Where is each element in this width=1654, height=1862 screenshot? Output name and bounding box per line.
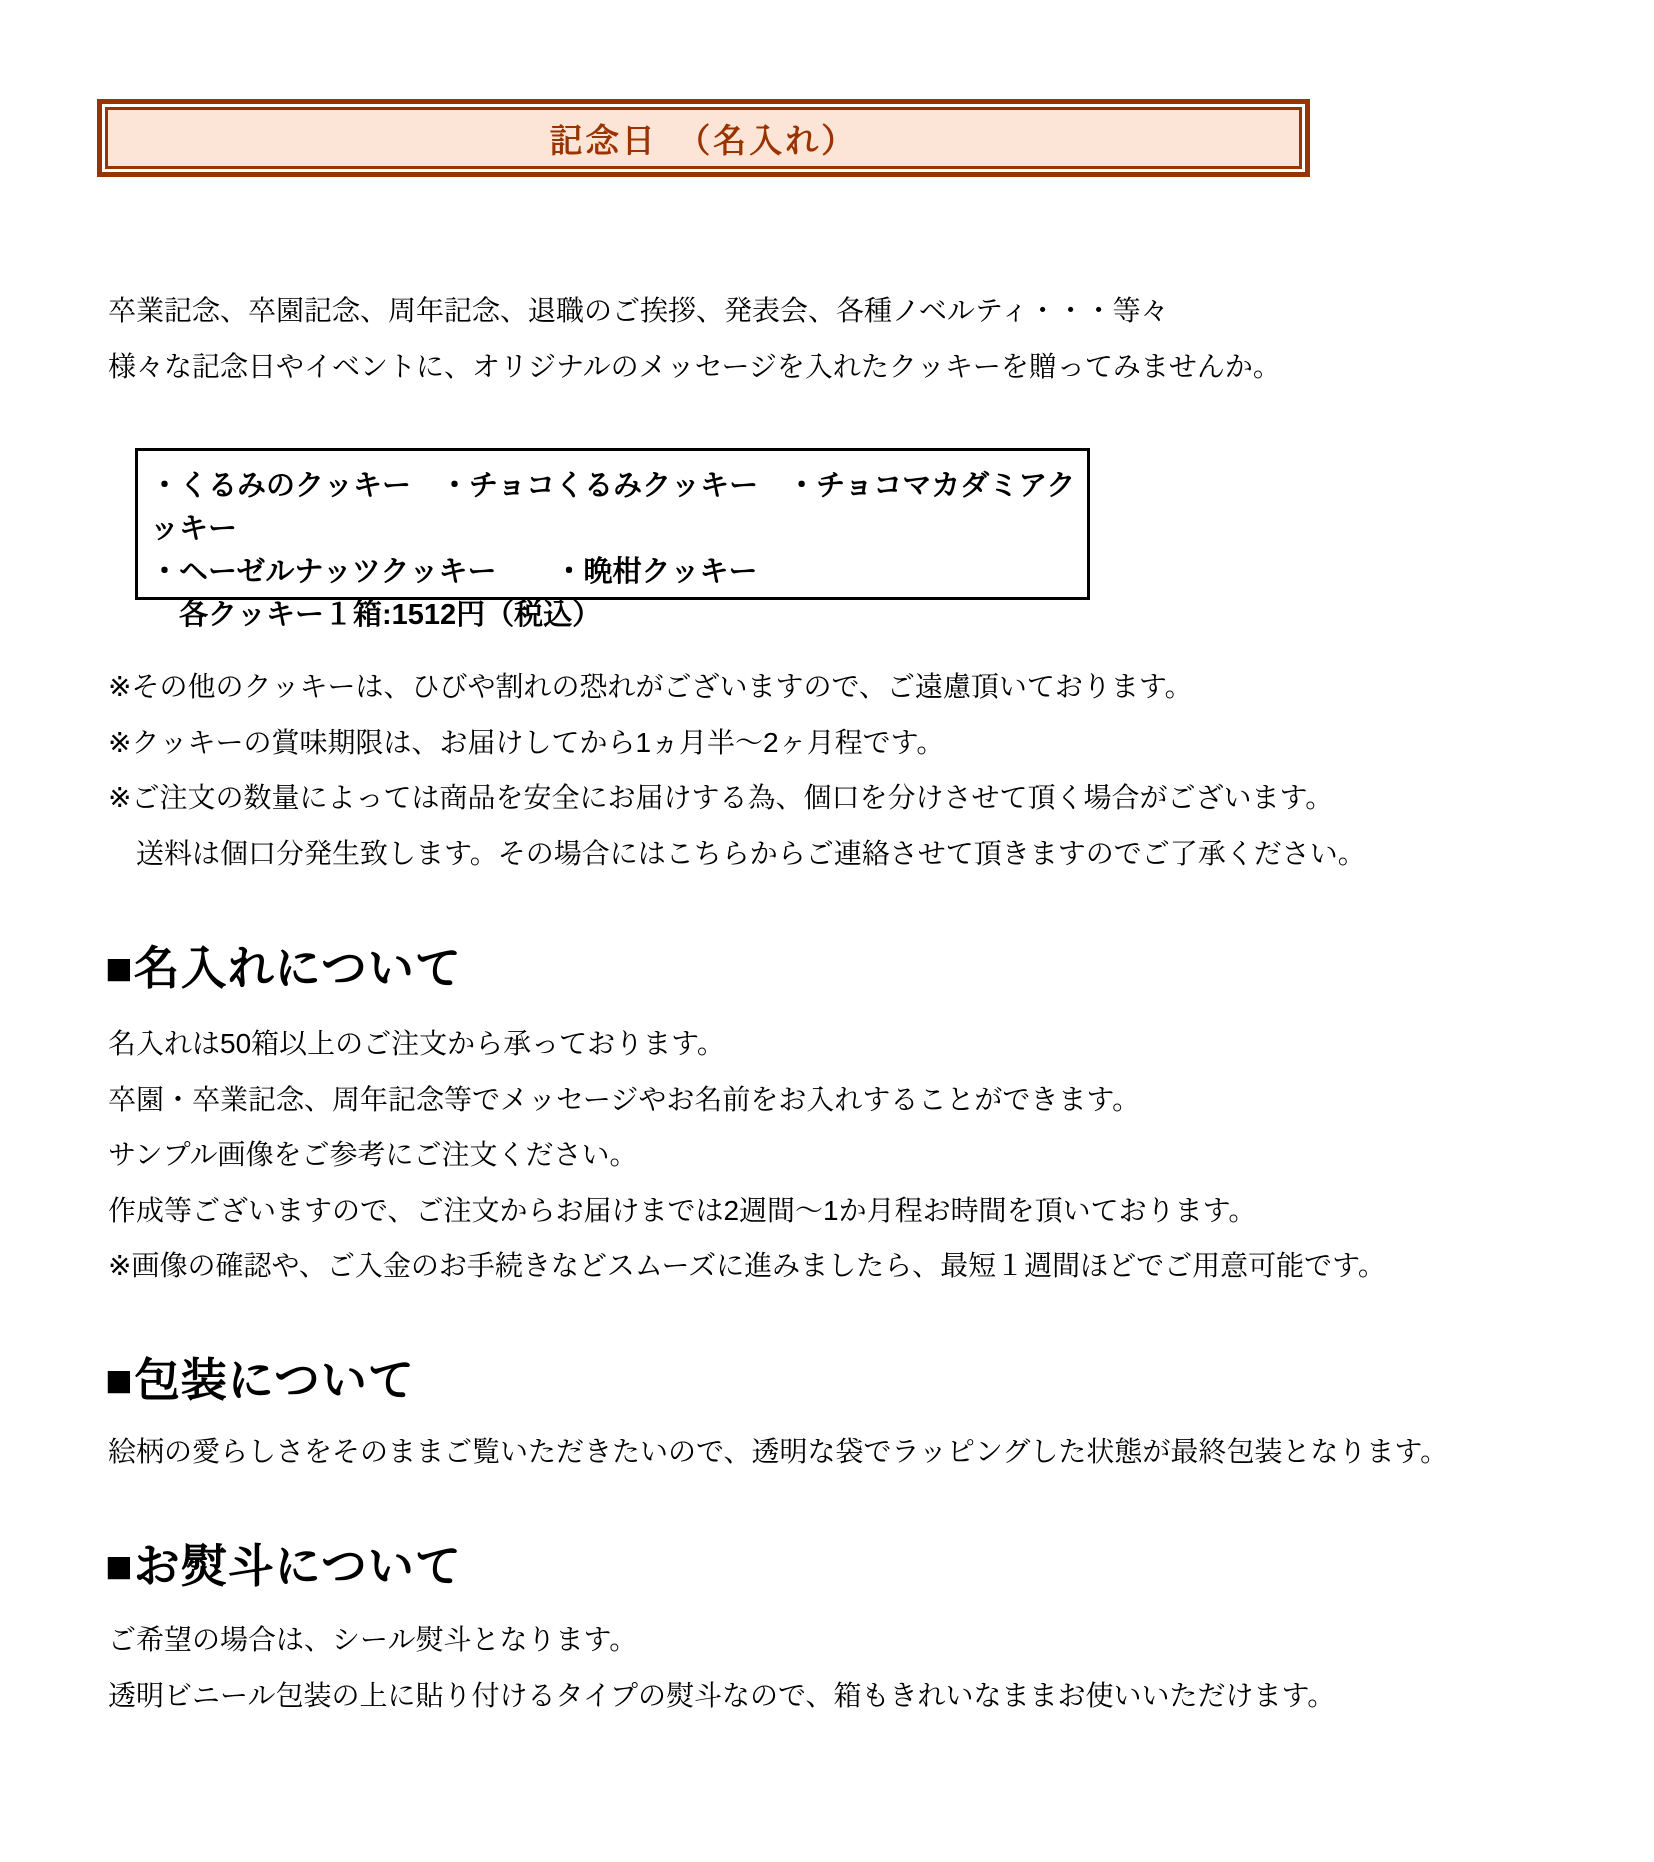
- body-line: 透明ビニール包装の上に貼り付けるタイプの熨斗なので、箱もきれいなままお使いいただけます。: [108, 1679, 1336, 1711]
- body-line: 作成等ございますので、ご注文からお届けまでは2週間～1か月程お時間を頂いております。: [108, 1194, 1257, 1226]
- product-price-line: 各クッキー１箱:1512円（税込）: [150, 599, 602, 631]
- product-list-box: [135, 448, 1090, 631]
- note-line: 送料は個口分発生致します。その場合にはこちらからご連絡させて頂きますのでご了承ください。: [108, 837, 1366, 869]
- body-line: 名入れは50箱以上のご注文から承っております。: [108, 1028, 725, 1059]
- section-body-naire: [108, 1016, 1628, 1294]
- body-line: 絵柄の愛らしさをそのままご覧いただきたいので、透明な袋でラッピングした状態が最終包装となります。: [108, 1436, 1449, 1467]
- intro-line: 様々な記念日やイベントに、オリジナルのメッセージを入れたクッキーを贈ってみませんか。: [108, 350, 1281, 382]
- note-line: ※クッキーの賞味期限は、お届けしてから1ヵ月半～2ヶ月程です。: [108, 726, 945, 758]
- title-banner: [97, 99, 1310, 177]
- note-line: ※ご注文の数量によっては商品を安全にお届けする為、個口を分けさせて頂く場合がございます。: [108, 782, 1334, 813]
- body-line: ※画像の確認や、ご入金のお手続きなどスムーズに進みましたら、最短１週間ほどでご用意可能です。: [108, 1250, 1386, 1281]
- body-line: 卒園・卒業記念、周年記念等でメッセージやお名前をお入れすることができます。: [108, 1083, 1141, 1115]
- caution-notes: [108, 659, 1628, 881]
- product-line: ・くるみのクッキー ・チョコくるみクッキー ・チョコマカダミアクッキー: [150, 470, 1076, 545]
- intro-line: 卒業記念、卒園記念、周年記念、退職のご挨拶、発表会、各種ノベルティ・・・等々: [108, 295, 1169, 326]
- section-heading-housou: ■包装について: [105, 1354, 415, 1406]
- section-body-housou: [108, 1424, 1628, 1480]
- title-banner-inner: [105, 107, 1302, 169]
- body-line: ご希望の場合は、シール熨斗となります。: [108, 1624, 638, 1655]
- section-body-noshi: [108, 1612, 1628, 1723]
- page-title: 記念日 （名入れ）: [549, 121, 858, 159]
- section-heading-noshi: ■お熨斗について: [105, 1540, 462, 1592]
- product-line: ・ヘーゼルナッツクッキー ・晩柑クッキー: [150, 556, 758, 588]
- intro-paragraph: [108, 283, 1608, 394]
- body-line: サンプル画像をご参考にご注文ください。: [108, 1139, 638, 1170]
- section-heading-naire: ■名入れについて: [105, 942, 462, 994]
- note-line: ※その他のクッキーは、ひびや割れの恐れがございますので、ご遠慮頂いております。: [108, 671, 1193, 702]
